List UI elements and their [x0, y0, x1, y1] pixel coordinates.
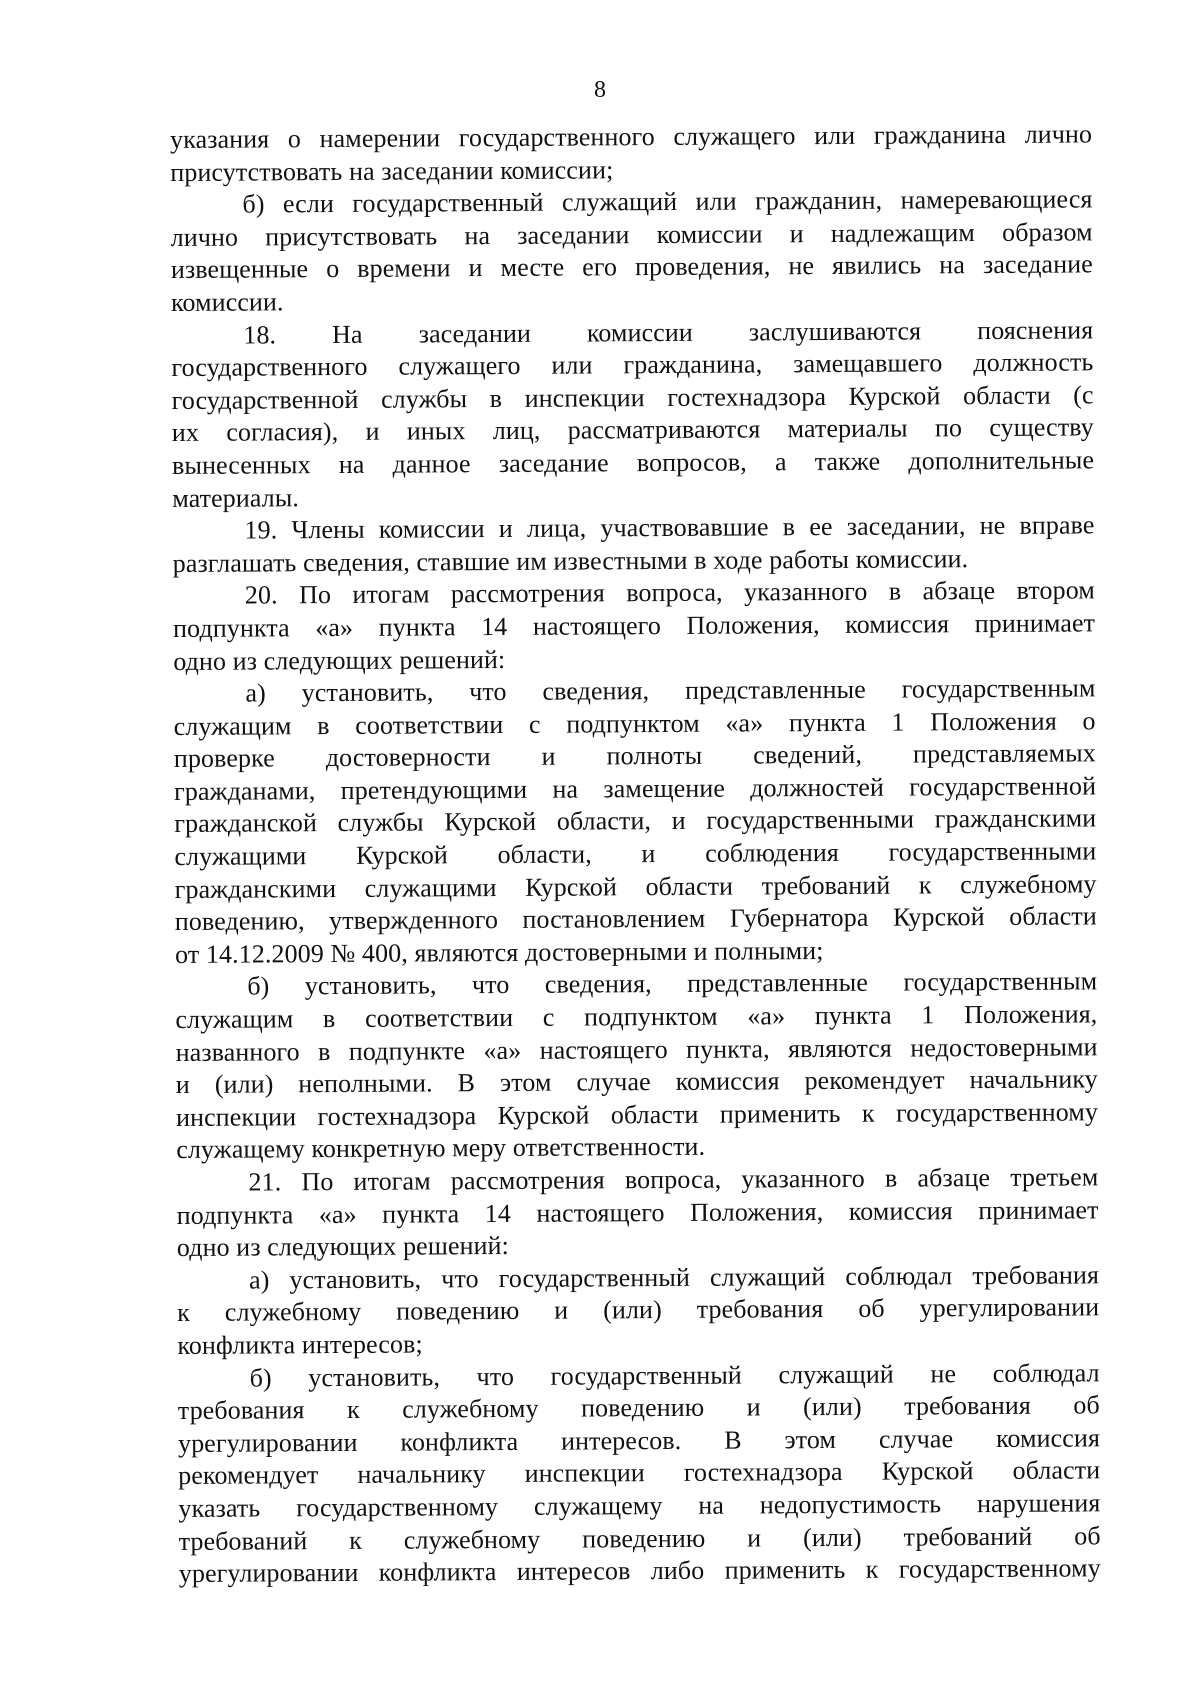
text-line: и (или) неполными. В этом случае комиссия рекомендует начальнику: [175, 1064, 1098, 1100]
text-line: 18. На заседании комиссии заслушиваются пояснения: [243, 314, 1094, 350]
text-line: подпункта «а» пункта 14 настоящего Положения, комиссия принимает: [172, 608, 1096, 643]
document-body: [170, 118, 1101, 1590]
text-line: требований к служебному поведению и (или) требований об: [178, 1520, 1101, 1556]
text-line: присутствовать на заседании комиссии;: [170, 154, 614, 187]
text-line: урегулировании конфликта интересов. В этом случае комиссия: [177, 1423, 1101, 1458]
page-number: 8: [594, 77, 606, 103]
text-line: б) установить, что государственный служащий не соблюдал: [249, 1357, 1100, 1393]
text-line: извещенные о времени и месте его проведения, не явились на заседание: [170, 249, 1093, 285]
text-line: вынесенных на данное заседание вопросов, а также дополнительные: [171, 445, 1095, 480]
text-line: 19. Члены комиссии и лица, участвовавшие в ее заседании, не вправе: [244, 510, 1095, 545]
text-line: названного в подпункте «а» настоящего пункта, являются недостоверными: [175, 1031, 1098, 1067]
text-line: к служебному поведению и (или) требования об урегулировании: [177, 1292, 1100, 1328]
text-line: их согласия), и иных лиц, рассматриваются материалы по существу: [171, 412, 1094, 448]
text-line: одно из следующих решений:: [176, 1231, 509, 1263]
text-line: служащими Курской области, и соблюдения государственными: [174, 836, 1097, 872]
text-line: указания о намерении государственного служащего или гражданина лично: [170, 119, 1093, 154]
text-line: служащим в соответствии с подпунктом «а» пункта 1 Положения о: [173, 706, 1096, 741]
text-line: от 14.12.2009 № 400, являются достоверными и полными;: [174, 935, 824, 969]
text-line: указать государственному служащему на недопустимость нарушения: [178, 1488, 1101, 1523]
text-line: б) если государственный служащий или гражданин, намеревающиеся: [242, 184, 1093, 219]
text-line: комиссии.: [171, 287, 284, 317]
text-line: разглашать сведения, ставшие им известными в ходе работы комиссии.: [172, 543, 969, 578]
text-line: а) установить, что государственный служащий соблюдал требования: [248, 1260, 1100, 1295]
text-line: лично присутствовать на заседании комиссии и надлежащим образом: [170, 217, 1093, 252]
text-line: служащим в соответствии с подпунктом «а» пункта 1 Положения,: [175, 999, 1098, 1035]
text-line: гражданами, претендующими на замещение должностей государственной: [173, 771, 1097, 806]
text-line: служащему конкретную меру ответственности.: [176, 1132, 706, 1165]
text-line: рекомендует начальнику инспекции гостехнадзора Курской области: [178, 1455, 1101, 1491]
text-line: материалы.: [172, 482, 300, 513]
text-line: подпункта «а» пункта 14 настоящего Положения, комиссия принимает: [176, 1194, 1099, 1230]
text-line: проверке достоверности и полноты сведений, представляемых: [173, 738, 1096, 774]
text-line: конфликта интересов;: [177, 1329, 423, 1360]
text-line: государственного служащего или гражданина, замещавшего должность: [171, 347, 1094, 383]
text-line: б) установить, что сведения, представленные государственным: [247, 966, 1098, 1001]
text-line: урегулировании конфликта интересов либо применить к государственному: [178, 1553, 1101, 1589]
text-line: государственной службы в инспекции гостехнадзора Курской области (с: [171, 380, 1094, 415]
text-line: гражданскими служащими Курской области требований к служебному: [174, 869, 1097, 904]
text-line: требования к служебному поведению и (или) требования об: [177, 1390, 1100, 1426]
text-line: поведению, утвержденного постановлением Губернатора Курской области: [174, 901, 1097, 937]
text-line: 21. По итогам рассмотрения вопроса, указанного в абзаце третьем: [248, 1162, 1099, 1197]
text-line: гражданской службы Курской области, и государственными гражданскими: [174, 803, 1097, 839]
text-line: одно из следующих решений:: [173, 644, 506, 676]
text-line: 20. По итогам рассмотрения вопроса, указанного в абзаце втором: [244, 575, 1095, 610]
text-line: инспекции гостехнадзора Курской области применить к государственному: [175, 1097, 1099, 1132]
text-line: а) установить, что сведения, представленные государственным: [245, 673, 1096, 708]
